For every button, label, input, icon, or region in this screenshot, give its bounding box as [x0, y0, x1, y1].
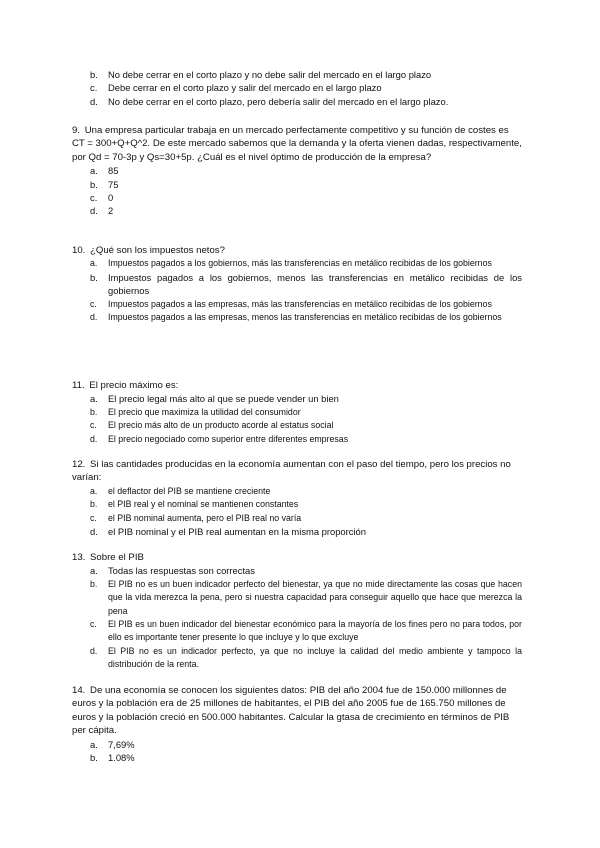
option-11b: b. El precio que maximiza la utilidad del consumidor	[90, 406, 301, 417]
option-13c: c. El PIB es un buen indicador del bienestar económico para la mayoría de los fines pero no para todos, por ello es importante tener presente lo que incluye y lo que excluye	[90, 619, 522, 643]
question-11-options	[72, 392, 522, 446]
question-14-text: 14. De una economía se conocen los siguientes datos: PIB del año 2004 fue de 150.000 millonnes de euros y la población era de 25 millones de habitantes, el PIB del año 2005 fue de 165.750 millones de euros y la población creció en 500.000 habitantes. Calcular la gtasa de crecimiento en términos de PIB per cápita.	[72, 685, 510, 737]
option-10c: c. Impuestos pagados a las empresas, más las transferencias en metálico recibidas de los gobiernos	[90, 298, 492, 309]
question-11	[72, 379, 522, 446]
question-10	[72, 244, 522, 324]
option-8b: b. No debe cerrar en el corto plazo y no debe salir del mercado en el largo plazo	[90, 69, 432, 80]
question-14	[72, 684, 522, 764]
option-11a: a. El precio legal más alto al que se puede vender un bien	[90, 393, 339, 405]
option-12a: a. el deflactor del PIB se mantiene creciente	[90, 485, 271, 496]
option-13b: b. El PIB no es un buen indicador perfecto del bienestar, ya que no mide directamente las cosas que hacen que la vida merezca la pena, pero si nuestra capacidad para conseguir aquello que hace que merezca la pena	[90, 578, 522, 616]
option-14b: b. 1.08%	[90, 752, 135, 764]
option-12d: d. el PIB nominal y el PIB real aumentan en la misma proporción	[90, 526, 366, 538]
option-11d: d. El precio negociado como superior entre diferentes empresas	[90, 433, 349, 444]
option-8d: d. No debe cerrar en el corto plazo, pero debería salir del mercado en el largo plazo.	[90, 95, 449, 107]
option-9b: b. 75	[90, 178, 119, 190]
question-14-options	[72, 738, 522, 765]
option-13d: d. El PIB no es un indicador perfecto, ya que no incluye la calidad del medio ambiente y tampoco la distribución de la renta.	[90, 645, 522, 670]
option-8c: c. Debe cerrar en el corto plazo y salir del mercado en el largo plazo	[90, 82, 382, 94]
question-9	[72, 124, 522, 218]
question-12	[72, 458, 522, 538]
question-11-text: 11. El precio máximo es:	[72, 380, 179, 391]
question-13-text: 13. Sobre el PIB	[72, 552, 144, 563]
option-12b: b. el PIB real y el nominal se mantienen constantes	[90, 499, 299, 510]
question-12-text: 12. Si las cantidades producidas en la economía aumentan con el paso del tiempo, pero los precios no varían:	[72, 459, 511, 484]
question-13	[72, 551, 522, 672]
question-9-text: 9. Una empresa particular trabaja en un mercado perfectamente competitivo y su función de costes es CT = 300+Q+Q^2. De este mercado sabemos que la demanda y la oferta vienen dadas, respectivamente, por Qd = 70-3p y Qs=30+5p. ¿Cuál es el nivel óptimo de producción de la empresa?	[72, 125, 522, 163]
question-10-text: 10. ¿Qué son los impuestos netos?	[72, 245, 225, 256]
option-13a: a. Todas las respuestas son correctas	[90, 565, 255, 577]
option-12c: c. el PIB nominal aumenta, pero el PIB real no varía	[90, 512, 302, 523]
option-11c: c. El precio más alto de un producto acorde al estatus social	[90, 420, 334, 431]
question-13-options	[72, 564, 522, 671]
question-10-options	[72, 257, 522, 324]
option-10b: b. Impuestos pagados a los gobiernos, menos las transferencias en metálico recibidas de los gobiernos	[90, 271, 522, 297]
option-14a: a. 7,69%	[90, 738, 135, 750]
question-8-tail	[72, 68, 522, 108]
option-9d: d. 2	[90, 205, 114, 217]
question-9-options	[72, 164, 522, 218]
option-10a: a. Impuestos pagados a los gobiernos, más las transferencias en metálico recibidas de los gobiernos	[90, 258, 492, 269]
option-9a: a. 85	[90, 165, 119, 177]
option-9c: c. 0	[90, 192, 114, 204]
question-12-options	[72, 485, 522, 539]
option-10d: d. Impuestos pagados a las empresas, menos las transferencias en metálico recibidas de los gobiernos	[90, 312, 502, 323]
question-8-options	[72, 68, 522, 108]
